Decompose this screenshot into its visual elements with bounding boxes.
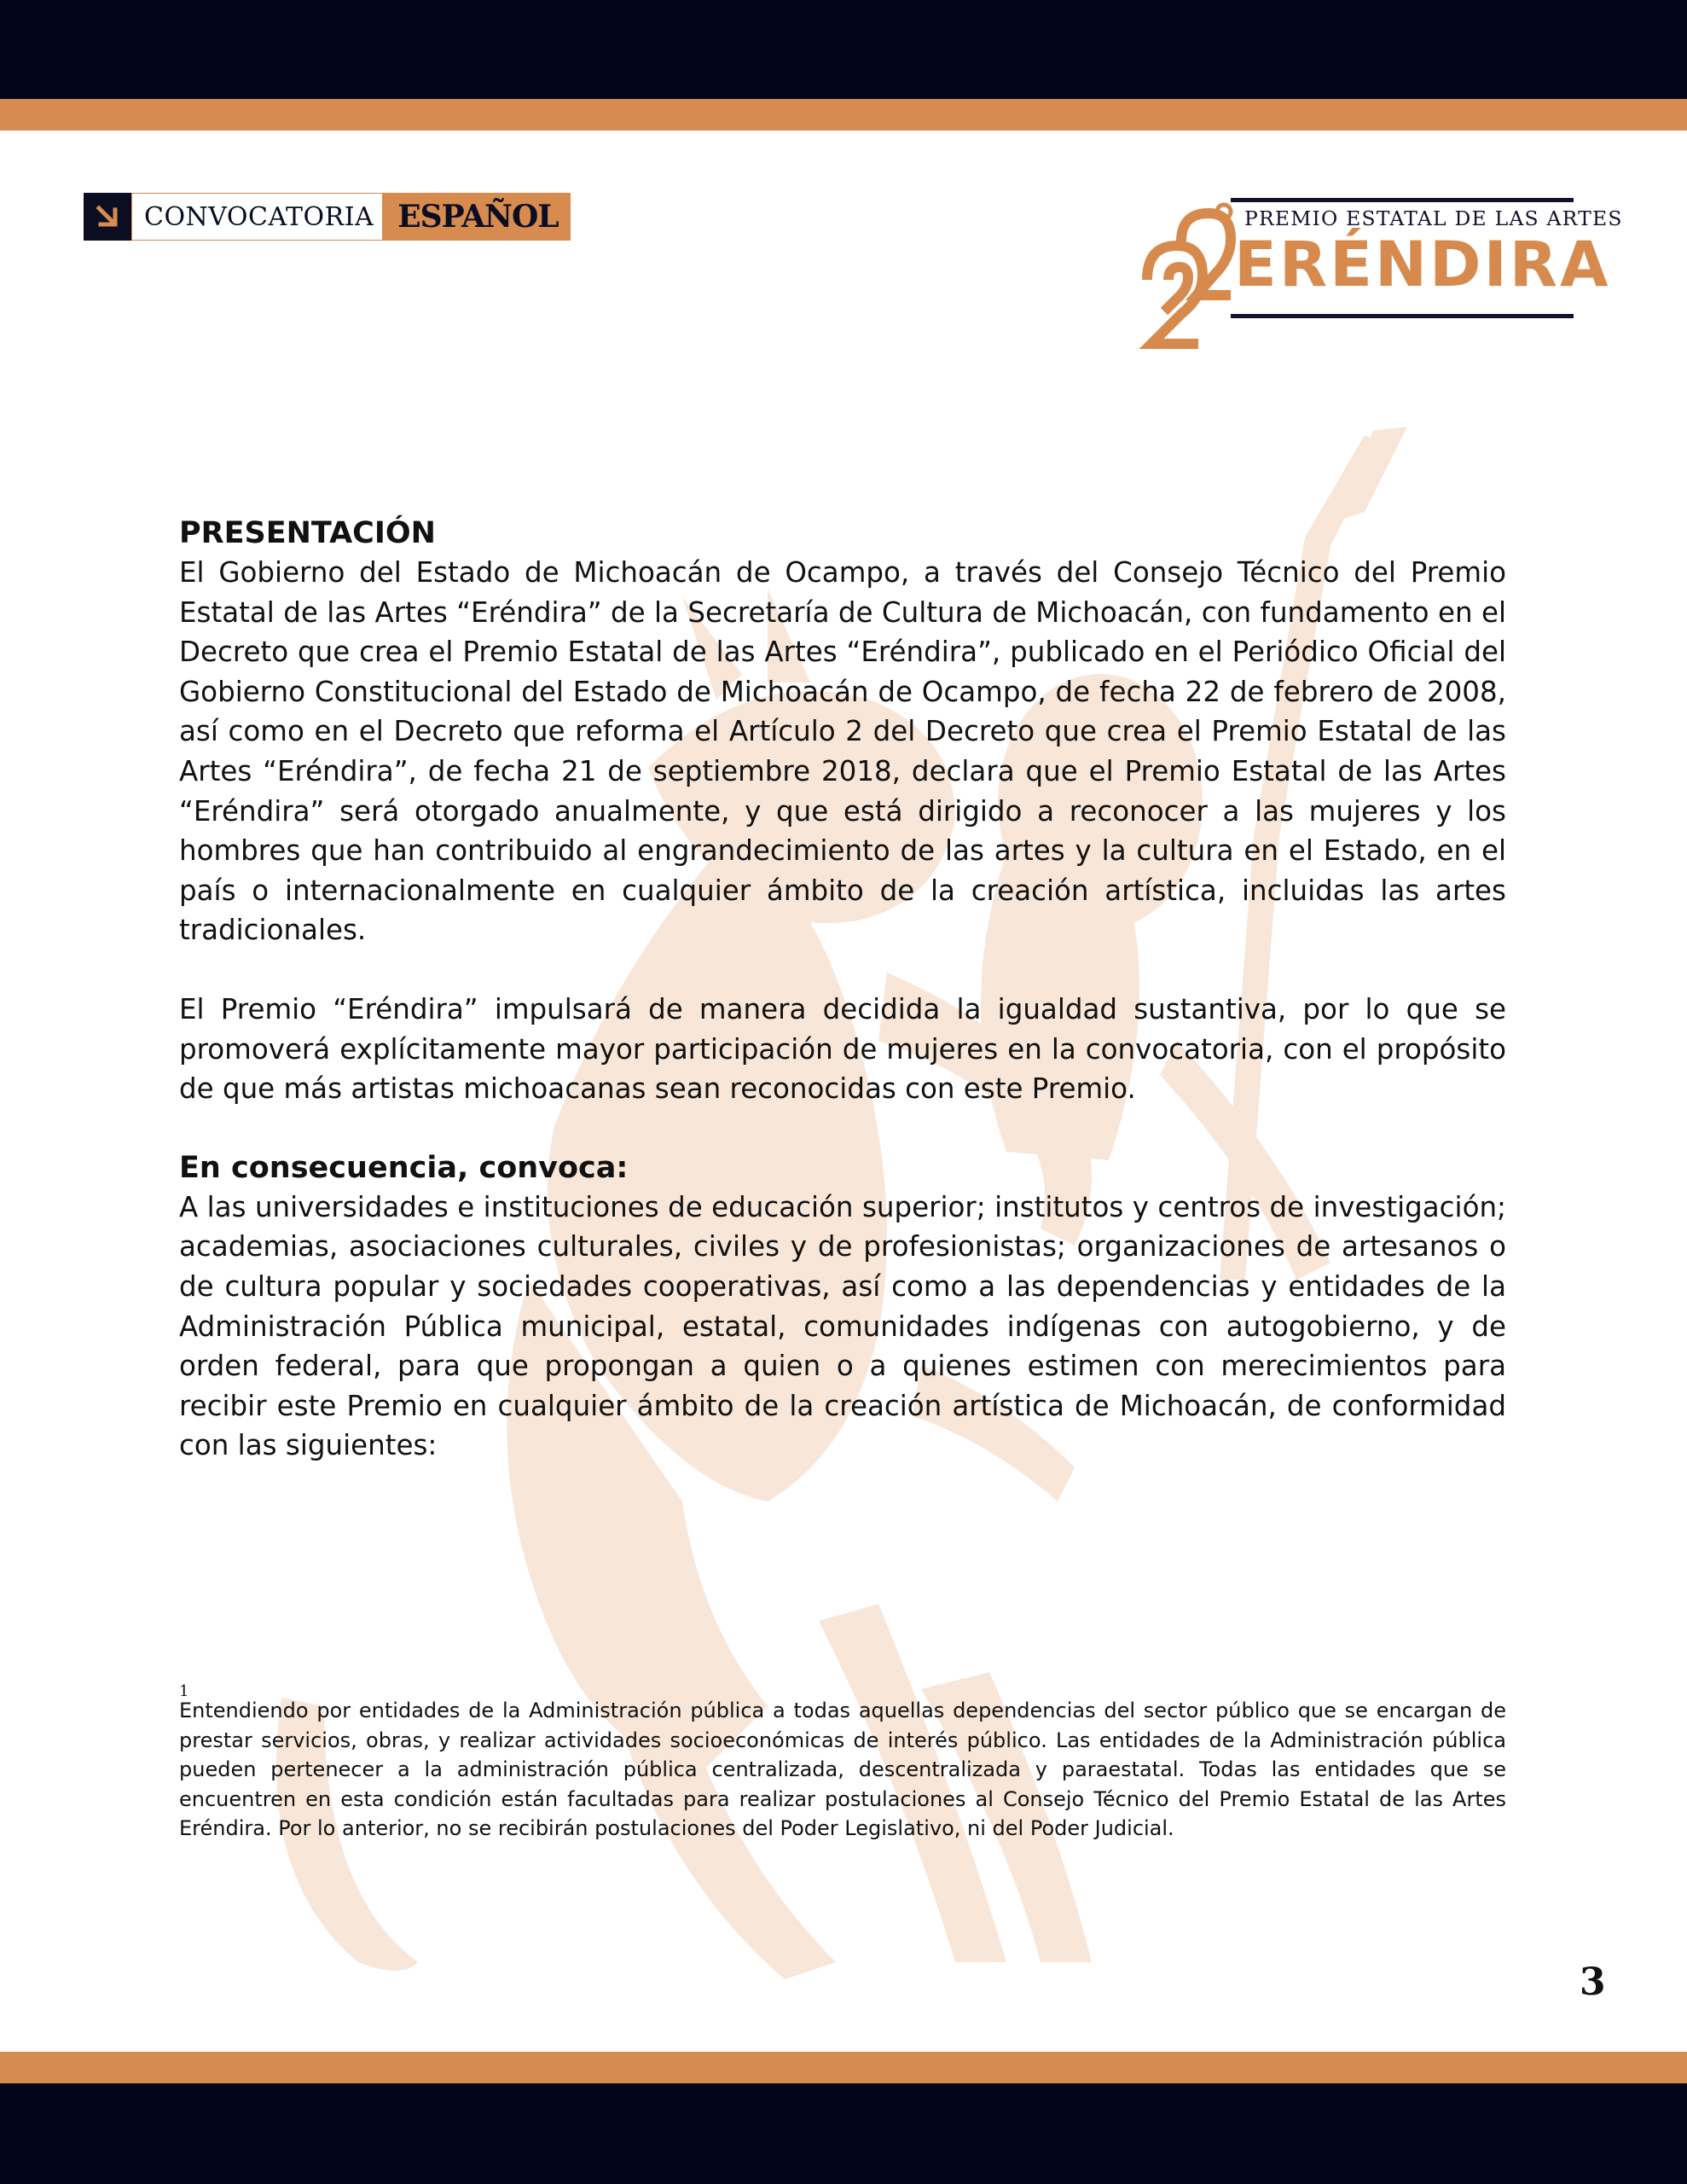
arrow-down-right-icon	[84, 193, 131, 241]
logo-rule-bottom	[1231, 314, 1574, 318]
badge-label-convocatoria: CONVOCATORIA	[131, 193, 382, 241]
badge-language-espanol: ESPAÑOL	[382, 193, 570, 241]
section-title-presentacion: PRESENTACIÓN	[179, 516, 436, 550]
presentacion-paragraph: El Gobierno del Estado de Michoacán de Ocampo, a través del Consejo Técnico del Premio Estatal de las Artes “Eréndira” de la Secretaría de Cultura de Michoacán, con fundamento en el Decreto que crea el Premio Estatal de las Artes “Eréndira”, publicado en el Periódico Oficial del Gobierno Constitucional del Estado de Michoacán de Ocampo, de fecha 22 de febrero de 2008, así como en el Decreto que reforma el Artículo 2 del Decreto que crea el Premio Estatal de las Artes “Eréndira”, de fecha 21 de septiembre 2018, declara que el Premio Estatal de las Artes “Eréndira” será otorgado anualmente, y que está dirigido a reconocer a las mujeres y los hombres que han contribuido al engrandecimiento de las artes y la cultura en el Estado, en el país o internacionalmente en cualquier ámbito de la creación artística, incluidas las artes tradicionales.	[179, 556, 1506, 947]
bottom-navy-band	[0, 2083, 1687, 2184]
footnote	[179, 1682, 1506, 1844]
logo-rule-top	[1231, 198, 1574, 202]
premio-erendira-logo	[1130, 195, 1623, 357]
section-title-convoca: En consecuencia, convoca:	[179, 1150, 629, 1185]
logo-erendira-text: ERÉNDIRA	[1234, 229, 1611, 301]
document-body	[179, 514, 1506, 1466]
footnote-marker: 1	[179, 1682, 189, 1700]
logo-premio-text: PREMIO ESTATAL DE LAS ARTES	[1244, 206, 1623, 230]
bottom-orange-band	[0, 2052, 1687, 2083]
convocatoria-badge	[84, 193, 571, 241]
numeral-22-icon	[1130, 195, 1237, 357]
page-number: 3	[1580, 1960, 1606, 2004]
footnote-text: Entendiendo por entidades de la Administración pública a todas aquellas dependencias del sector público que se encargan de prestar servicios, obras, y realizar actividades socioeconómicas de interés público. Las entidades de la Administración pública pueden pertenecer a la administración pública centralizada, descentralizada y paraestatal. Todas las entidades que se encuentren en esta condición están facultadas para realizar postulaciones al Consejo Técnico del Premio Estatal de las Artes Eréndira. Por lo anterior, no se recibirán postulaciones del Poder Legislativo, ni del Poder Judicial.	[179, 1699, 1506, 1841]
convoca-paragraph: A las universidades e instituciones de educación superior; institutos y centros de investigación; academias, asociaciones culturales, civiles y de profesionistas; organizaciones de artesanos o de cultura popular y sociedades cooperativas, así como a las dependencias y entidades de la Administración Pública municipal, estatal, comunidades indígenas con autogobierno, y de orden federal, para que propongan a quien o a quienes estimen con merecimientos para recibir este Premio en cualquier ámbito de la creación artística de Michoacán, de conformidad con las siguientes:	[179, 1190, 1506, 1462]
igualdad-paragraph: El Premio “Eréndira” impulsará de manera decidida la igualdad sustantiva, por lo que se promoverá explícitamente mayor participación de mujeres en la convocatoria, con el propósito de que más artistas michoacanas sean reconocidas con este Premio.	[179, 992, 1506, 1106]
